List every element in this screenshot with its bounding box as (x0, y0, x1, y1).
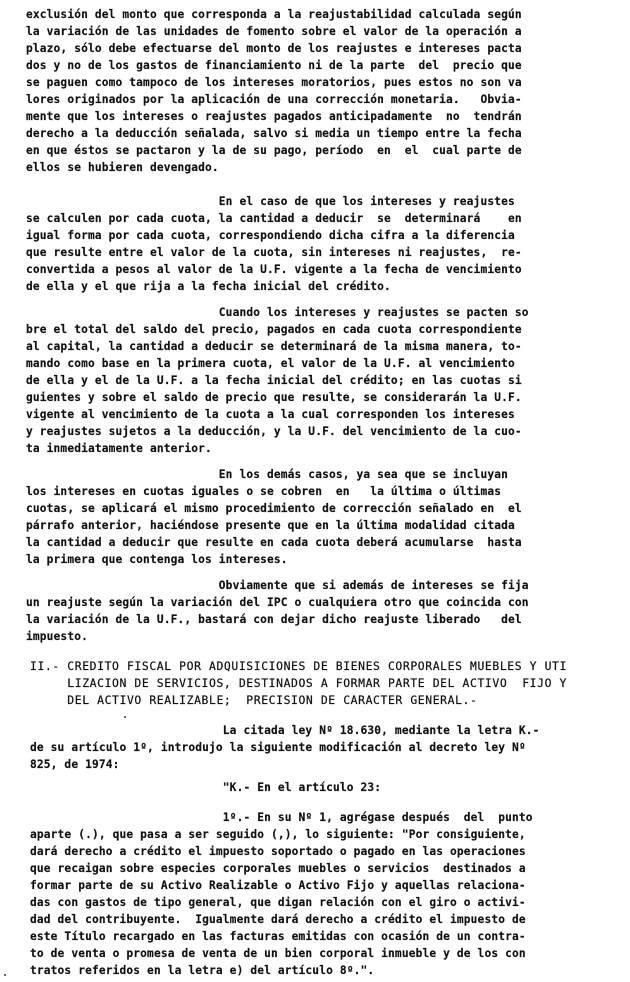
text-line: tratos referidos en la letra e) del artículo 8º.". (30, 964, 375, 977)
text-line: los intereses en cuotas iguales o se cobren en la última o últimas (26, 485, 502, 498)
text-line: Cuando los intereses y reajustes se pacten so (26, 306, 529, 319)
text-line: En el caso de que los intereses y reajustes (26, 195, 515, 208)
text-line: formar parte de su Activo Realizable o Activo Fijo y aquellas relaciona- (30, 879, 526, 892)
text-line: se calculen por cada cuota, la cantidad a deducir se determinará en (26, 212, 522, 225)
margin-mark (124, 716, 126, 718)
text-line: de ella y el de la U.F. a la fecha inicial del crédito; en las cuotas si (26, 374, 522, 387)
text-line: de su artículo 1º, introdujo la siguiente modificación al decreto ley Nº (30, 741, 526, 754)
text-line: aparte (.), que pasa a ser seguido (,), lo siguiente: "Por consiguiente, (30, 828, 526, 841)
text-line: la cantidad a deducir que resulte en cada cuota deberá acumularse hasta (26, 536, 522, 549)
text-line: das con gastos de tipo general, que digan relación con el giro o activi- (30, 896, 526, 909)
text-line: 825, de 1974: (30, 758, 120, 771)
text-line: plazo, sólo debe efectuarse del monto de los reajustes e intereses pacta (26, 42, 522, 55)
text-line: En los demás casos, ya sea que se incluyan (26, 468, 508, 481)
text-line: dará derecho a crédito el impuesto soportado o pagado en las operaciones (30, 845, 526, 858)
text-line: la variación de la U.F., bastará con dejar dicho reajuste liberado del (26, 613, 522, 626)
heading-line: II.- CREDITO FISCAL POR ADQUISICIONES DE BIENES CORPORALES MUEBLES Y UTI (30, 659, 567, 673)
text-line: que recaigan sobre especies corporales muebles o servicios destinados a (30, 862, 526, 875)
text-line: lores originados por la aplicación de una corrección monetaria. Obvia- (26, 93, 522, 106)
text-line: la primera que contenga los intereses. (26, 553, 288, 566)
margin-mark (4, 974, 6, 976)
text-line: impuesto. (26, 630, 88, 643)
text-line: y reajustes sujetos a la deducción, y la U.F. del vencimiento de la cuo- (26, 425, 522, 438)
text-line: un reajuste según la variación del IPC o cualquiera otro que coincida con (26, 596, 529, 609)
text-line: al capital, la cantidad a deducir se determinará de la misma manera, to- (26, 340, 522, 353)
text-line: bre el total del saldo del precio, pagados en cada cuota correspondiente (26, 323, 522, 336)
text-line: mando como base en la primera cuota, el valor de la U.F. al vencimiento (26, 357, 515, 370)
text-line: este Título recargado en las facturas emitidas con ocasión de un contra- (30, 930, 526, 943)
text-line: dos y no de los gastos de financiamiento ni de la parte del precio que (26, 59, 522, 72)
heading-line: DEL ACTIVO REALIZABLE; PRECISION DE CARACTER GENERAL.- (30, 693, 478, 707)
text-line: cuotas, se aplicará el mismo procedimiento de corrección señalado en el (26, 502, 522, 515)
text-line: Obviamente que si además de intereses se fija (26, 579, 529, 592)
text-line: "K.- En el artículo 23: (30, 781, 382, 794)
heading-line: LIZACION DE SERVICIOS, DESTINADOS A FORMAR PARTE DEL ACTIVO FIJO Y (30, 676, 567, 690)
text-line: dad del contribuyente. Igualmente dará derecho a crédito el impuesto de (30, 913, 526, 926)
text-line: párrafo anterior, haciéndose presente que en la última modalidad citada (26, 519, 515, 532)
text-line: mente que los intereses o reajustes pagados anticipadamente no tendrán (26, 110, 522, 123)
text-line: exclusión del monto que corresponda a la reajustabilidad calculada según (26, 8, 522, 21)
text-line: 1º.- En su Nº 1, agrégase después del punto (30, 811, 533, 824)
text-line: de ella y el que rija a la fecha inicial del crédito. (26, 280, 391, 293)
text-line: ta inmediatamente anterior. (26, 442, 212, 455)
text-line: vigente al vencimiento de la cuota a la cual corresponden los intereses (26, 408, 515, 421)
text-line: igual forma por cada cuota, correspondiendo dicha cifra a la diferencia (26, 229, 515, 242)
text-line: la variación de las unidades de fomento sobre el valor de la operación a (26, 25, 522, 38)
text-line: to de venta o promesa de venta de un bien corporal inmueble y de los con (30, 947, 526, 960)
text-line: se paguen como tampoco de los intereses moratorios, pues estos no son va (26, 76, 522, 89)
text-line: La citada ley Nº 18.630, mediante la letra K.- (30, 724, 540, 737)
text-line: que resulte entre el valor de la cuota, sin intereses ni reajustes, re- (26, 246, 522, 259)
text-line: ellos se hubieren devengado. (26, 161, 219, 174)
text-line: convertida a pesos al valor de la U.F. vigente a la fecha de vencimiento (26, 263, 522, 276)
text-line: guientes y sobre el saldo de precio que resulte, se considerarán la U.F. (26, 391, 522, 404)
text-line: en que éstos se pactaron y la de su pago, período en el cual parte de (26, 144, 522, 157)
text-line: derecho a la deducción señalada, salvo si media un tiempo entre la fecha (26, 127, 522, 140)
